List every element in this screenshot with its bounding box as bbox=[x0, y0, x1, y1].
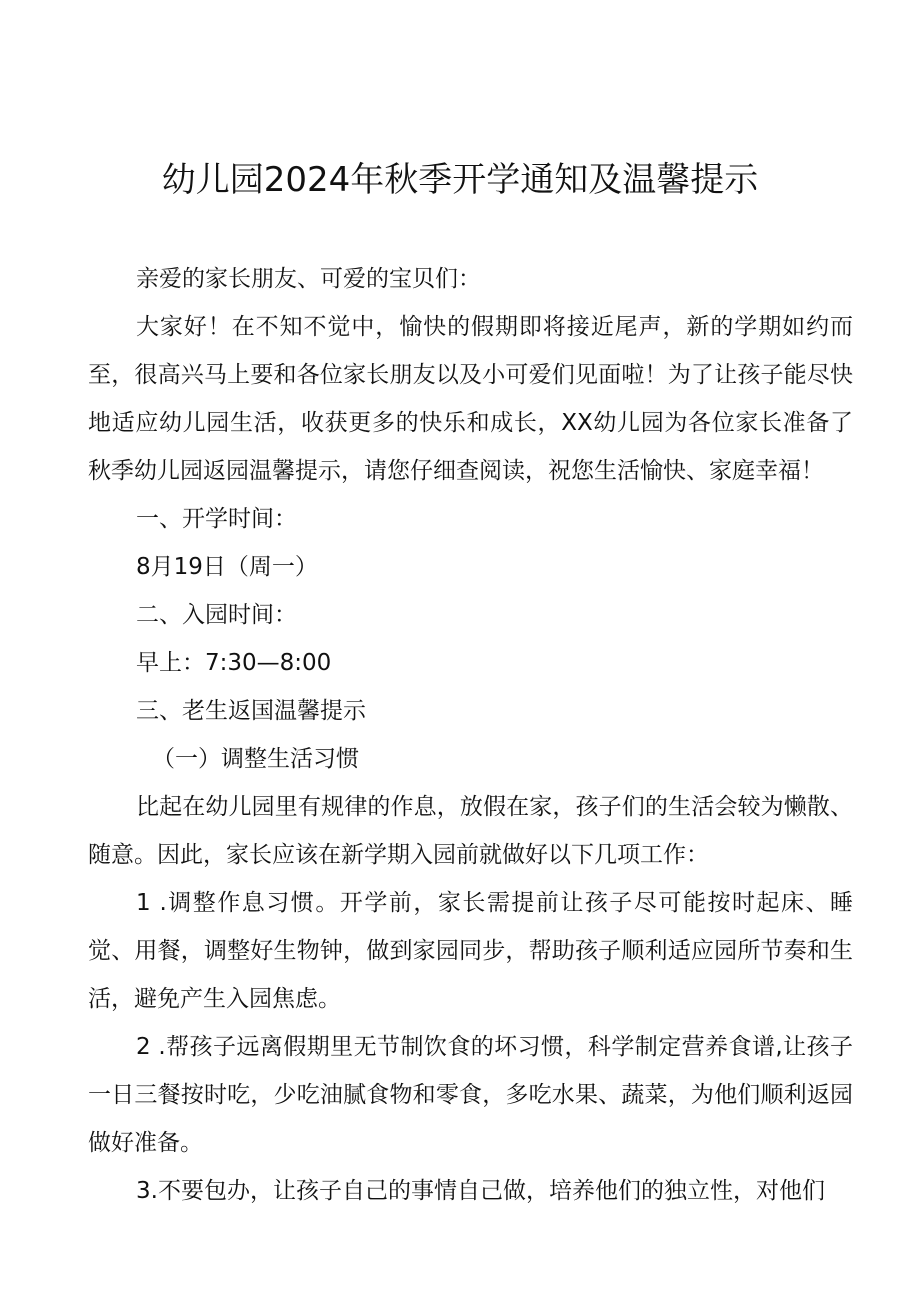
intro-paragraph: 大家好！在不知不觉中，愉快的假期即将接近尾声，新的学期如约而至，很高兴马上要和各位家长朋友以及小可爱们见面啦！为了让孩子能尽快地适应幼儿园生活，收获更多的快乐和成长，XX幼儿园为各位家长准备了秋季幼儿园返园温馨提示，请您仔细查阅读，祝您生活愉快、家庭幸福！ bbox=[88, 314, 853, 484]
section-heading-arrival-time: 二、入园时间： bbox=[136, 602, 297, 628]
section-heading-start-time: 一、开学时间： bbox=[136, 506, 297, 532]
subsection-heading-habits: （一）调整生活习惯 bbox=[152, 746, 359, 772]
list-item-3: 3.不要包办，让孩子自己的事情自己做，培养他们的独立性，对他们 bbox=[136, 1178, 825, 1204]
list-item-1: 1 .调整作息习惯。开学前，家长需提前让孩子尽可能按时起床、睡觉、用餐，调整好生物钟，做到家园同步，帮助孩子顺利适应园所节奏和生活，避免产生入园焦虑。 bbox=[88, 890, 853, 1012]
habits-paragraph: 比起在幼儿园里有规律的作息，放假在家，孩子们的生活会较为懒散、随意。因此，家长应该在新学期入园前就做好以下几项工作： bbox=[88, 794, 853, 868]
salutation: 亲爱的家长朋友、可爱的宝贝们： bbox=[136, 266, 481, 292]
arrival-time: 早上：7:30—8:00 bbox=[136, 650, 332, 676]
section-heading-tips: 三、老生返国温馨提示 bbox=[136, 698, 366, 724]
document-body bbox=[88, 255, 853, 1215]
document-title: 幼儿园2024年秋季开学通知及温馨提示 bbox=[161, 160, 759, 200]
list-item-2: 2 .帮孩子远离假期里无节制饮食的坏习惯，科学制定营养食谱,让孩子一日三餐按时吃，少吃油腻食物和零食，多吃水果、蔬菜，为他们顺利返园做好准备。 bbox=[88, 1034, 853, 1156]
start-date: 8月19日（周一） bbox=[136, 554, 318, 580]
